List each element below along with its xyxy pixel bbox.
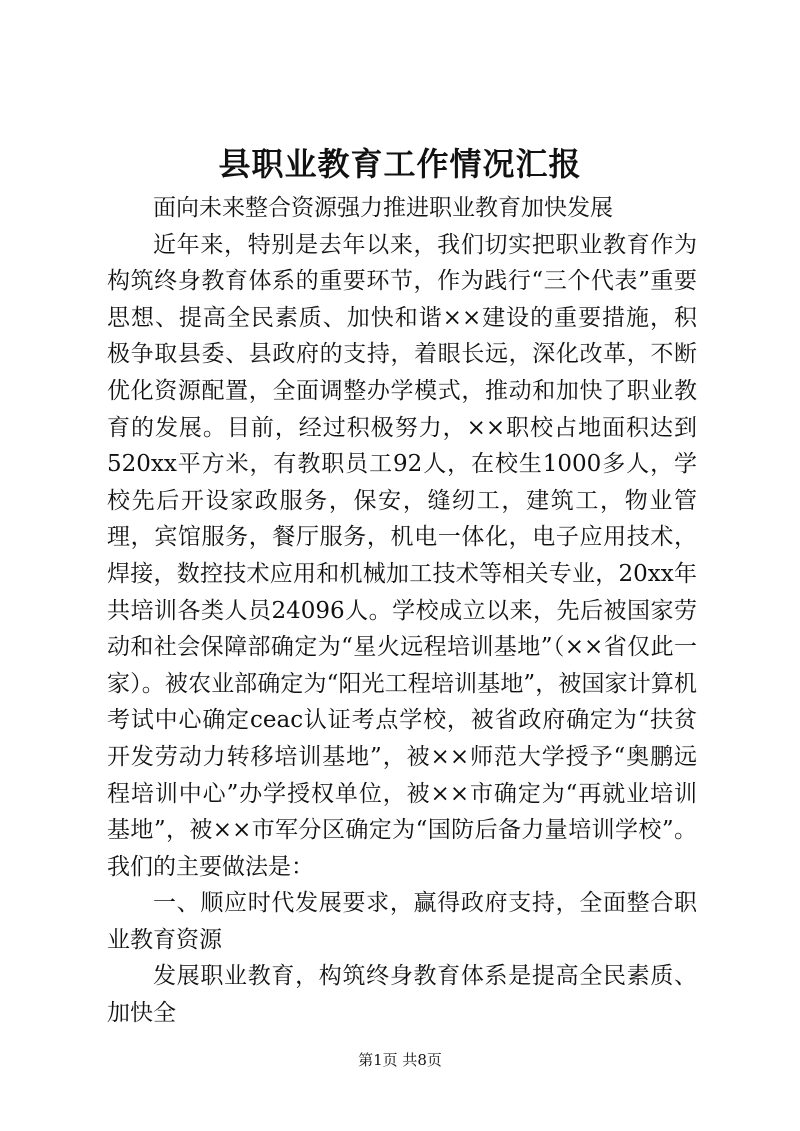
- body-paragraph: 发展职业教育，构筑终身教育体系是提高全民素质、加快全: [107, 963, 697, 1027]
- body-paragraph: 近年来，特别是去年以来，我们切实把职业教育作为构筑终身教育体系的重要环节，作为践行“三个代表”重要思想、提高全民素质、加快和谐××建设的重要措施，积极争取县委、县政府的支持，着眼长远，深化改革，不断优化资源配置，全面调整办学模式，推动和加快了职业教育的发展。目前，经过积极努力，××职校占地面积达到520xx平方米，有教职员工92人，在校生1000多人，学校先后开设家政服务，保安，缝纫工，建筑工，物业管理，宾馆服务，餐厅服务，机电一体化，电子应用技术，焊接，数控技术应用和机械加工技术等相关专业，20xx年共培训各类人员24096人。学校成立以来，先后被国家劳动和社会保障部确定为“星火远程培训基地”（××省仅此一家）。被农业部确定为“阳光工程培训基地”，被国家计算机考试中心确定ceac认证考点学校，被省政府确定为“扶贫开发劳动力转移培训基地”，被××师范大学授予“奥鹏远程培训中心”办学授权单位，被××市确定为“再就业培训基地”，被××市军分区确定为“国防后备力量培训学校”。我们的主要做法是：: [107, 231, 697, 880]
- document-title: 县职业教育工作情况汇报: [218, 145, 582, 183]
- page-footer: 第1页 共8页: [358, 1051, 442, 1069]
- document-body: [107, 190, 697, 1032]
- section-heading-paragraph: 一、顺应时代发展要求，赢得政府支持，全面整合职业教育资源: [107, 890, 697, 953]
- subtitle-paragraph: 面向未来整合资源强力推进职业教育加快发展: [153, 195, 613, 221]
